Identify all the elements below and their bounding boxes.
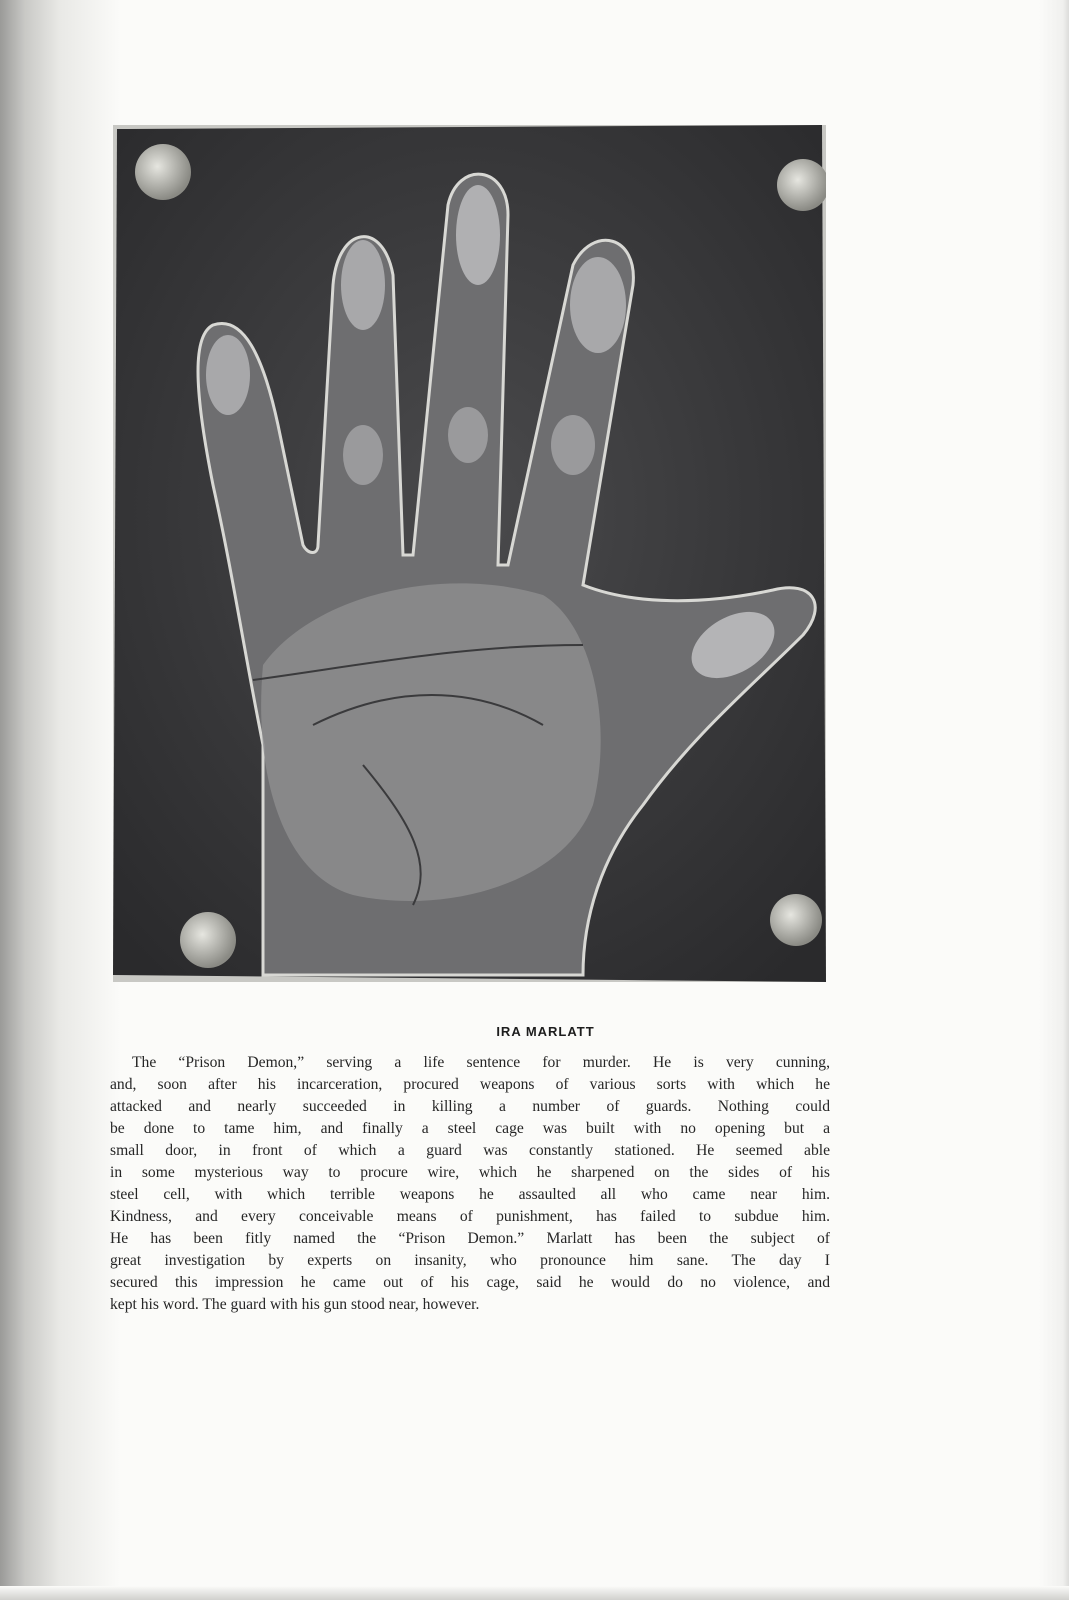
caption-paragraph [110,1052,830,1316]
hand-print-photo [113,125,826,982]
paragraph-line: be done to tame him, and finally a steel cage was built with no opening but a [110,1120,830,1137]
paragraph-line: He has been fitly named the “Prison Demon.” Marlatt has been the subject of [110,1230,830,1247]
paragraph-line: in some mysterious way to procure wire, which he sharpened on the sides of his [110,1164,830,1181]
paragraph-line: attacked and nearly succeeded in killing a number of guards. Nothing could [110,1098,830,1115]
paragraph-line: and, soon after his incarceration, procured weapons of various sorts with which he [110,1076,830,1093]
paragraph-line: Kindness, and every conceivable means of punishment, has failed to subdue him. [110,1208,830,1225]
paragraph-line: great investigation by experts on insanity, who pronounce him sane. The day I [110,1252,830,1269]
page-bottom-edge [0,1586,1069,1600]
paragraph-line: The “Prison Demon,” serving a life sentence for murder. He is very cunning, [132,1054,830,1071]
paragraph-line: kept his word. The guard with his gun stood near, however. [110,1296,480,1313]
paragraph-line: steel cell, with which terrible weapons he assaulted all who came near him. [110,1186,830,1203]
book-gutter-shadow [0,0,120,1600]
paragraph-line: small door, in front of which a guard was constantly stationed. He seemed able [110,1142,830,1159]
page-edge [1039,0,1069,1600]
figure-caption: IRA MARLATT [496,1024,595,1039]
paragraph-line: secured this impression he came out of his cage, said he would do no violence, and [110,1274,830,1291]
